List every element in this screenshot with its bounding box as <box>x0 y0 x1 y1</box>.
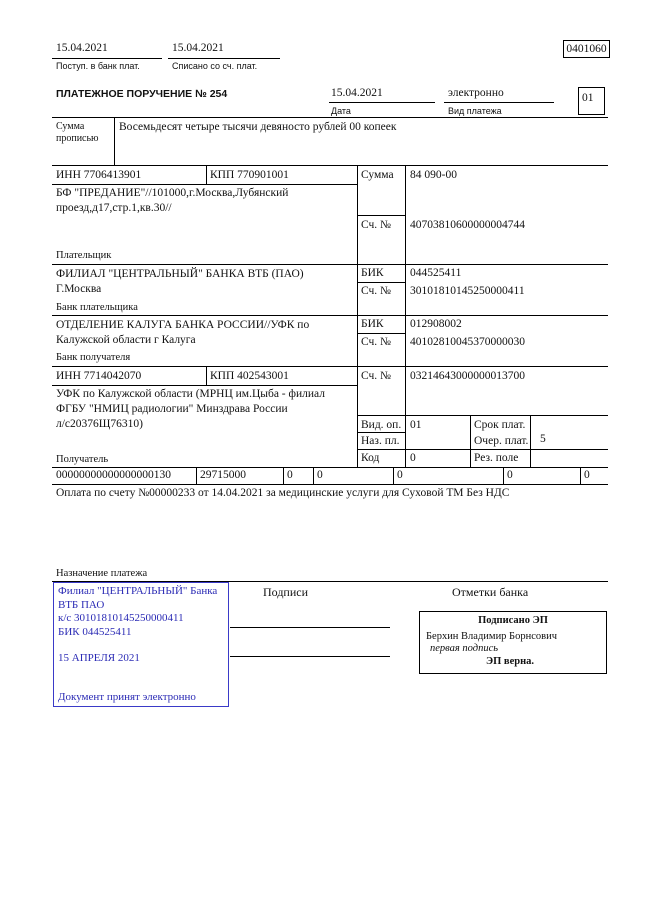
payment-type: электронно <box>448 87 504 99</box>
divider <box>580 467 581 484</box>
payer-account-label: Сч. № <box>361 219 392 231</box>
order-date: 15.04.2021 <box>331 87 383 99</box>
order-date-label: Дата <box>331 106 351 116</box>
amount-label: Сумма <box>361 169 394 181</box>
payee-bank-name-line: ОТДЕЛЕНИЕ КАЛУГА БАНКА РОССИИ//УФК по <box>56 319 310 331</box>
date-received: 15.04.2021 <box>56 42 108 54</box>
payment-type-label: Вид платежа <box>448 106 502 116</box>
bank-marks-label: Отметки банка <box>452 585 529 599</box>
tax-type: 0 <box>584 469 590 481</box>
payer-account: 40703810600000004744 <box>410 219 525 231</box>
pay-term-label: Срок плат. <box>474 419 526 431</box>
op-type-label: Вид. оп. <box>361 419 402 431</box>
payee-acc: 03214643000000013700 <box>410 370 525 382</box>
divider <box>405 165 406 467</box>
payer-bik-label: БИК <box>361 267 384 279</box>
bank-stamp <box>53 582 229 707</box>
payee-bik-label: БИК <box>361 318 384 330</box>
signatures-label: Подписи <box>263 585 309 599</box>
e-signature-valid: ЭП верна. <box>486 656 535 667</box>
divider <box>503 467 504 484</box>
divider <box>283 467 284 484</box>
form-code: 0401060 <box>563 40 610 58</box>
pay-order-label: Очер. плат. <box>474 435 529 447</box>
payer-bank-name <box>56 267 304 297</box>
payment-purpose-label: Назначение платежа <box>56 568 148 579</box>
date-debited: 15.04.2021 <box>172 42 224 54</box>
stamp-line: Филиал "ЦЕНТРАЛЬНЫЙ" Банка <box>58 585 218 597</box>
payer-name-line: проезд,д17,стр.1,кв.30// <box>56 202 172 214</box>
tax-kbk: 00000000000000000130 <box>56 469 171 481</box>
payer-name-line: БФ "ПРЕДАНИЕ"//101000,г.Москва,Лубянский <box>56 187 289 199</box>
tax-oktmo: 29715000 <box>200 469 246 481</box>
divider <box>52 165 608 166</box>
payee-bank-acc-label: Сч. № <box>361 336 392 348</box>
date-debited-label: Списано со сч. плат. <box>172 61 258 71</box>
payee-label: Получатель <box>56 454 109 465</box>
status-code: 01 <box>578 87 605 115</box>
payee-bank-label: Банк получателя <box>56 352 131 363</box>
divider <box>357 215 405 216</box>
tax-doc-date: 0 <box>507 469 513 481</box>
divider <box>530 415 531 467</box>
divider <box>52 366 608 367</box>
payee-bik: 012908002 <box>410 318 462 330</box>
divider <box>357 449 608 450</box>
payer-bank-name-line: ФИЛИАЛ "ЦЕНТРАЛЬНЫЙ" БАНКА ВТБ (ПАО) <box>56 268 304 280</box>
payee-bank-name-line: Калужской области г Калуга <box>56 334 196 346</box>
divider <box>52 315 608 316</box>
pay-order: 5 <box>540 433 546 445</box>
payee-kpp: КПП 402543001 <box>210 370 289 382</box>
payee-name-line: УФК по Калужской области (МРНЦ им.Цыба - филиал <box>56 388 325 400</box>
payer-bank-acc-label: Сч. № <box>361 285 392 297</box>
date-received-label: Поступ. в банк плат. <box>56 61 140 71</box>
divider <box>357 165 358 467</box>
divider <box>52 184 357 185</box>
divider <box>357 333 405 334</box>
divider <box>357 415 608 416</box>
payee-bank-name <box>56 318 309 348</box>
e-signature-signer: Берхин Владимир Борнсович <box>426 631 557 642</box>
stamp-accepted: Документ принят электронно <box>58 690 196 703</box>
payer-bank-acc: 30101810145250000411 <box>410 285 525 297</box>
payee-name <box>56 387 325 432</box>
payee-bank-acc: 40102810045370000030 <box>410 336 525 348</box>
payer-name <box>56 186 288 216</box>
payee-inn: ИНН 7714042070 <box>56 370 142 382</box>
divider <box>329 102 435 103</box>
payee-acc-label: Сч. № <box>361 370 392 382</box>
code-label: Код <box>361 452 380 464</box>
divider <box>52 467 608 468</box>
pay-purpose-label: Наз. пл. <box>361 435 400 447</box>
stamp-line: БИК 044525411 <box>58 625 132 638</box>
divider <box>52 58 162 59</box>
payer-kpp: КПП 770901001 <box>210 169 289 181</box>
e-signature-box <box>419 611 607 674</box>
payee-name-line: ФГБУ "НМИЦ радиологии" Минздрава России <box>56 403 288 415</box>
amount-words-label <box>56 121 99 145</box>
payer-inn: ИНН 7706413901 <box>56 169 142 181</box>
divider <box>357 432 405 433</box>
amount-words: Восемьдесят четыре тысячи девяносто рублей 00 копеек <box>119 121 397 133</box>
reserve-label: Рез. поле <box>474 452 519 464</box>
e-signature-title: Подписано ЭП <box>478 615 548 626</box>
divider <box>168 58 280 59</box>
amount-value: 84 090-00 <box>410 169 457 181</box>
divider <box>52 385 357 386</box>
page-title: ПЛАТЕЖНОЕ ПОРУЧЕНИЕ № 254 <box>56 88 228 100</box>
divider <box>52 484 608 485</box>
signature-line <box>230 656 390 657</box>
divider <box>196 467 197 484</box>
payer-bank-name-line: Г.Москва <box>56 283 102 295</box>
e-signature-first: первая подпись <box>430 643 499 654</box>
tax-basis: 0 <box>287 469 293 481</box>
divider <box>206 366 207 385</box>
payer-bik: 044525411 <box>410 267 462 279</box>
divider <box>52 264 608 265</box>
stamp-line: ВТБ ПАО <box>58 598 105 611</box>
divider <box>444 102 554 103</box>
divider <box>393 467 394 484</box>
divider <box>313 467 314 484</box>
op-type: 01 <box>410 419 422 431</box>
payer-bank-label: Банк плательщика <box>56 302 138 313</box>
tax-doc-number: 0 <box>397 469 403 481</box>
divider <box>470 415 471 467</box>
tax-period: 0 <box>317 469 323 481</box>
divider <box>206 165 207 184</box>
payment-purpose: Оплата по счету №00000233 от 14.04.2021 за медицинские услуги для Суховой ТМ Без НДС <box>56 487 510 499</box>
divider <box>357 282 405 283</box>
divider <box>52 117 608 118</box>
amount-words-label-line: прописью <box>56 133 99 144</box>
code-value: 0 <box>410 452 416 464</box>
signature-line <box>230 627 390 628</box>
stamp-date: 15 АПРЕЛЯ 2021 <box>58 652 140 664</box>
payer-label: Плательщик <box>56 250 112 261</box>
amount-words-label-line: Сумма <box>56 121 85 132</box>
payee-name-line: л/с20376Щ76310) <box>56 418 143 430</box>
stamp-line: к/с 30101810145250000411 <box>58 612 184 624</box>
divider <box>114 117 115 165</box>
